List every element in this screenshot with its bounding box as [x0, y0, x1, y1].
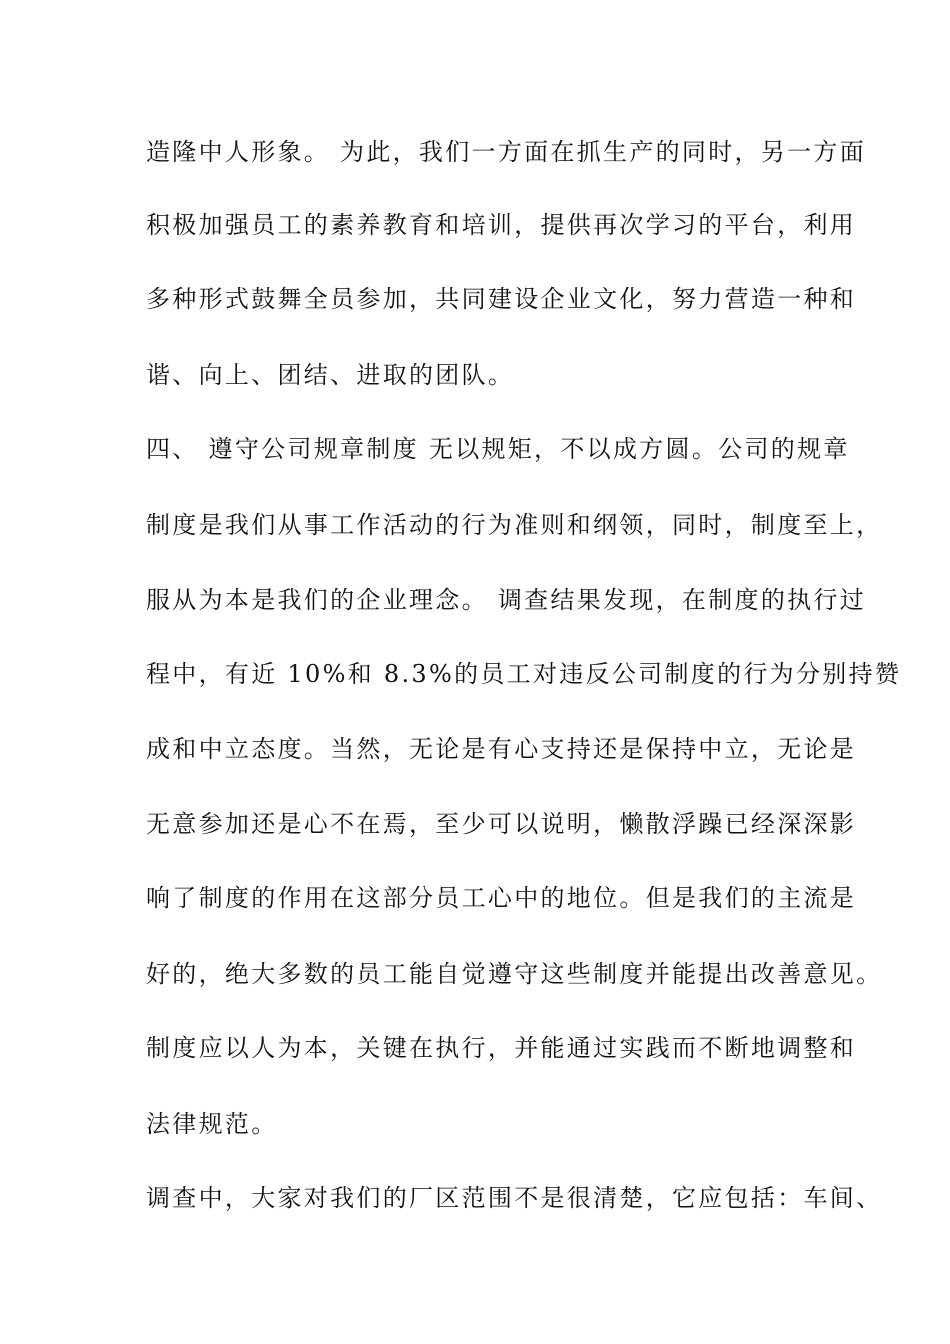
text-line: 程中，有近 10%和 8.3%的员工对违反公司制度的行为分别持赞 — [146, 660, 902, 688]
text-line: 法律规范。 — [146, 1110, 278, 1138]
section-heading-line: 四、 遵守公司规章制度 无以规矩，不以成方圆。公司的规章 — [146, 435, 850, 463]
text-line: 谐、向上、团结、进取的团队。 — [146, 361, 515, 389]
text-line: 好的，绝大多数的员工能自觉遵守这些制度并能提出改善意见。 — [146, 960, 883, 988]
text-line: 积极加强员工的素养教育和培训，提供再次学习的平台，利用 — [146, 211, 857, 239]
text-line: 调查中，大家对我们的厂区范围不是很清楚，它应包括：车间、 — [146, 1184, 883, 1212]
text-line: 多种形式鼓舞全员参加，共同建设企业文化，努力营造一种和 — [146, 285, 857, 313]
text-line: 制度应以人为本，关键在执行，并能通过实践而不断地调整和 — [146, 1034, 857, 1062]
text-line: 服从为本是我们的企业理念。 调查结果发现，在制度的执行过 — [146, 586, 867, 614]
text-line: 响了制度的作用在这部分员工心中的地位。但是我们的主流是 — [146, 884, 857, 912]
text-line: 无意参加还是心不在焉，至少可以说明，懒散浮躁已经深深影 — [146, 810, 857, 838]
text-line: 成和中立态度。当然，无论是有心支持还是保持中立，无论是 — [146, 735, 857, 763]
text-line: 造隆中人形象。 为此，我们一方面在抓生产的同时，另一方面 — [146, 138, 867, 166]
text-line: 制度是我们从事工作活动的行为准则和纲领，同时，制度至上， — [146, 511, 883, 539]
